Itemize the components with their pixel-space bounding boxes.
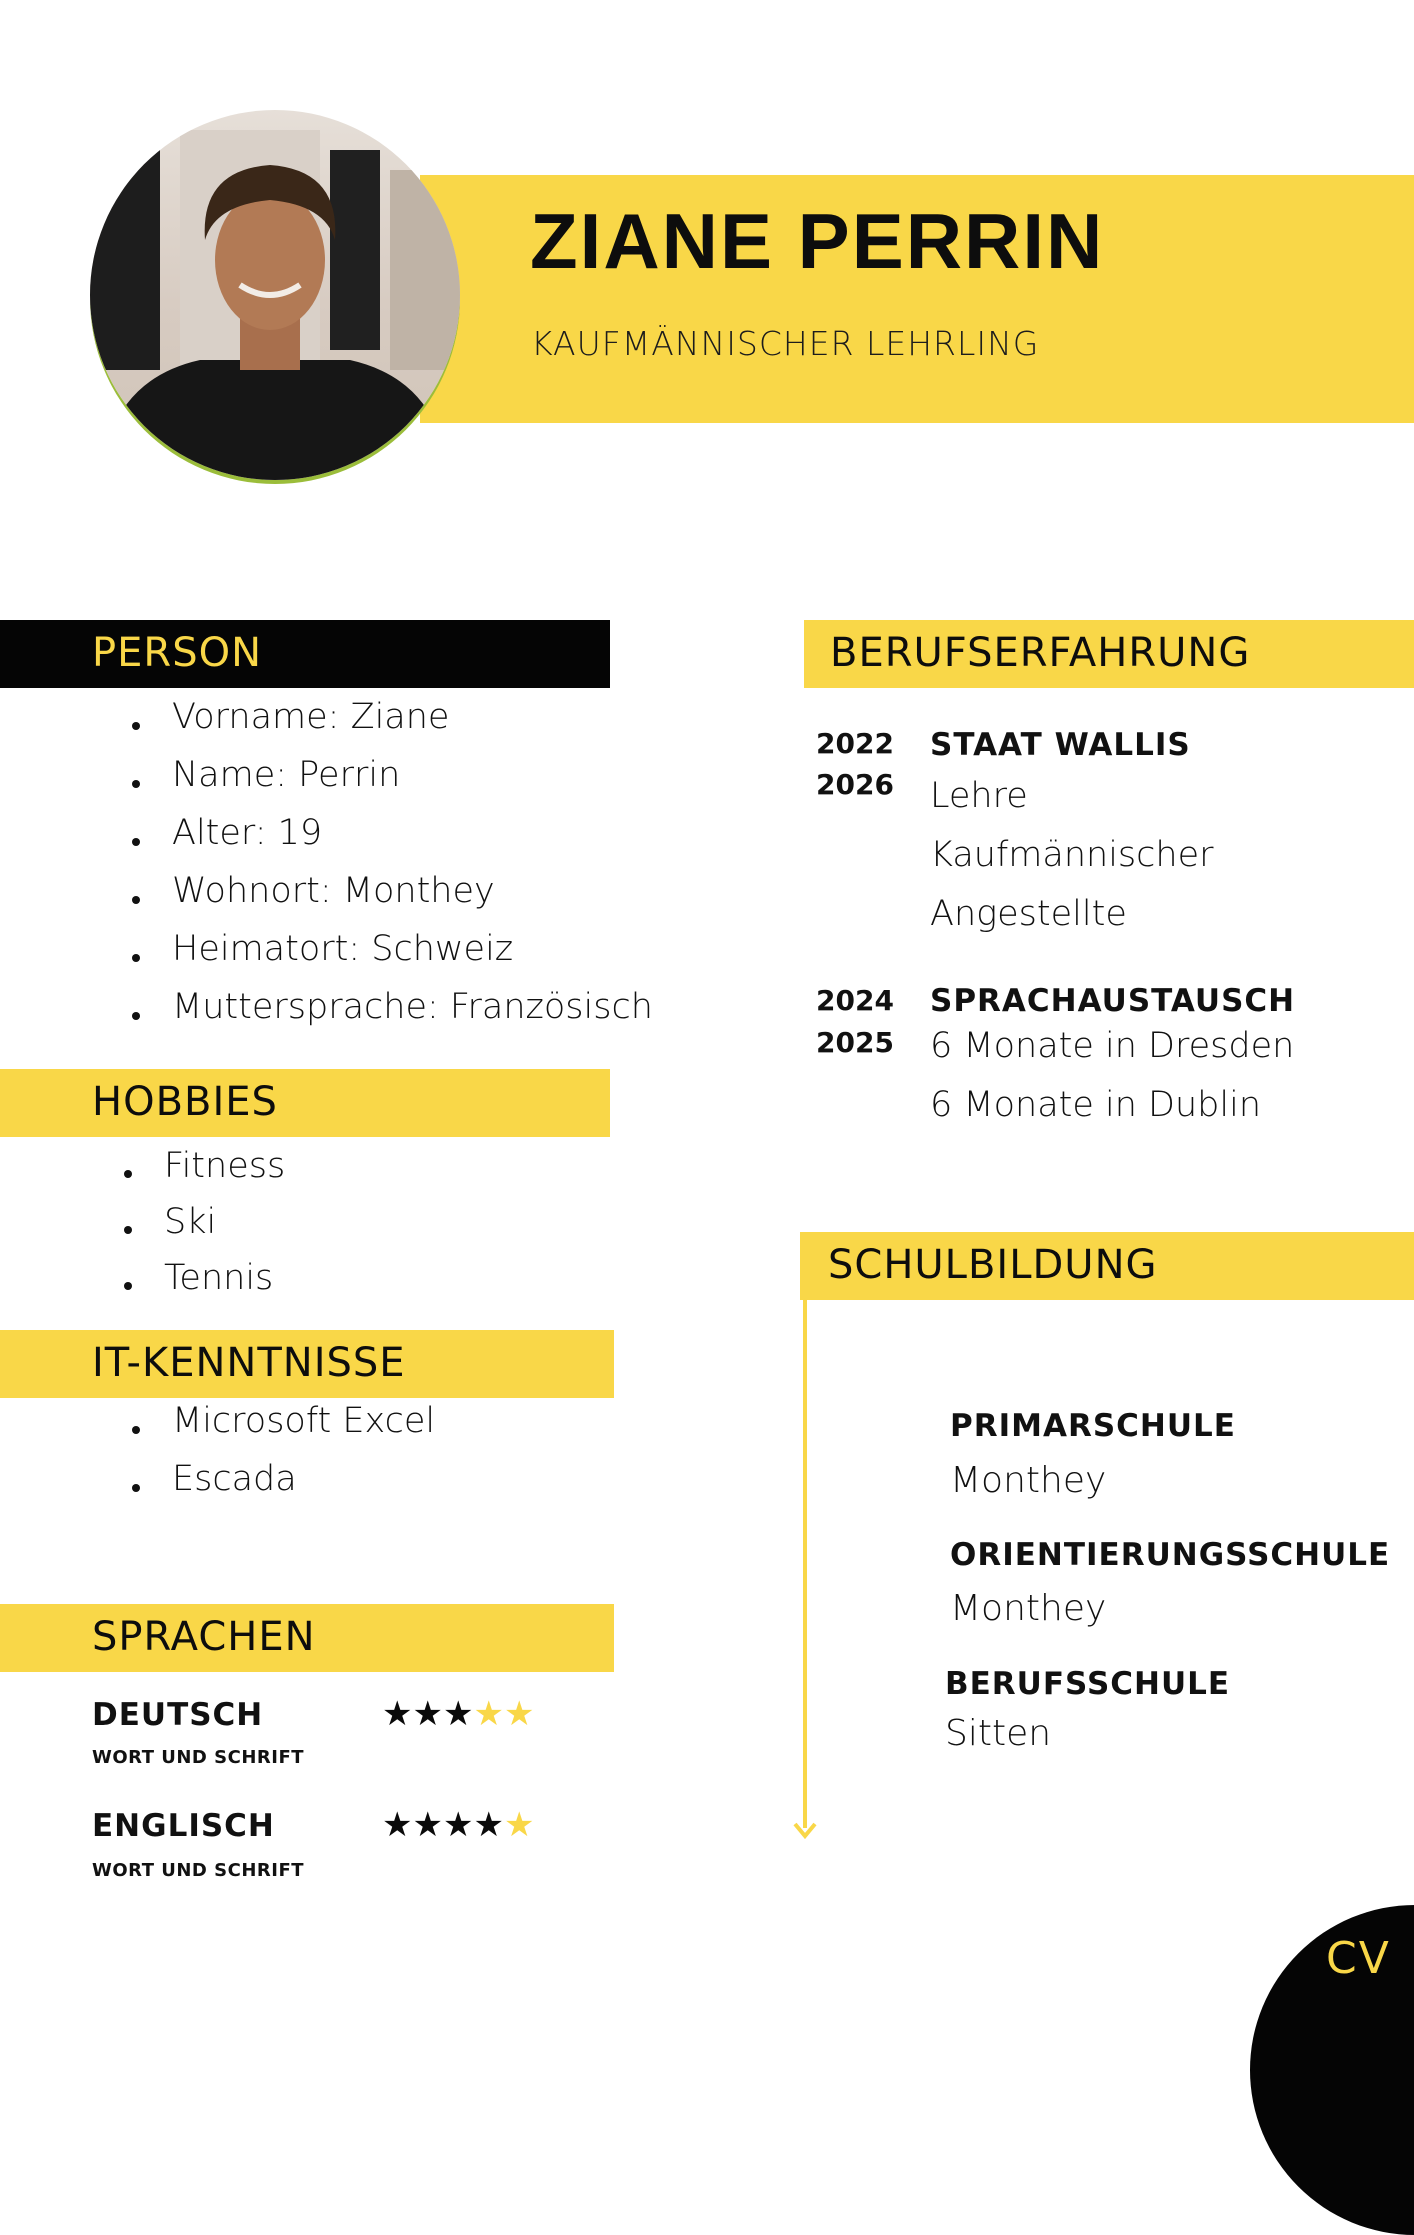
list-item: Vorname: Ziane (132, 697, 653, 755)
section-bar-it (0, 1330, 614, 1398)
section-title-hobbies: HOBBIES (92, 1079, 278, 1125)
list-item: Fitness (124, 1146, 285, 1202)
list-item: Ski (124, 1202, 285, 1258)
star-filled-icon: ★ (382, 1805, 413, 1845)
year-end: 2025 (816, 1026, 894, 1059)
it-list (132, 1401, 435, 1517)
list-item: Wohnort: Monthey (132, 871, 653, 929)
star-filled-icon: ★ (412, 1805, 443, 1845)
section-title-person: PERSON (92, 630, 262, 676)
star-empty-icon: ★ (503, 1694, 535, 1734)
section-title-education: SCHULBILDUNG (828, 1242, 1158, 1288)
language-level: WORT UND SCHRIFT (92, 1747, 305, 1768)
job-line: 6 Monate in Dresden (930, 1026, 1295, 1066)
language-name: ENGLISCH (92, 1808, 275, 1844)
cv-label: CV (1326, 1933, 1391, 1984)
section-bar-experience (804, 620, 1414, 688)
year-start: 2022 (816, 727, 894, 760)
section-bar-hobbies (0, 1069, 610, 1137)
section-bar-languages (0, 1604, 614, 1672)
year-end: 2026 (816, 768, 894, 801)
candidate-name: ZIANE PERRIN (530, 197, 1105, 285)
arrow-down-icon (793, 1820, 817, 1840)
job-line: Angestellte (930, 894, 1127, 934)
section-title-it: IT-KENNTNISSE (92, 1340, 406, 1386)
star-empty-icon: ★ (503, 1805, 535, 1845)
list-item: Tennis (124, 1258, 285, 1314)
star-empty-icon: ★ (473, 1694, 504, 1734)
timeline-line (803, 1300, 807, 1828)
star-filled-icon: ★ (473, 1805, 504, 1845)
job-title: SPRACHAUSTAUSCH (930, 983, 1296, 1019)
school-title: PRIMARSCHULE (950, 1408, 1236, 1444)
rating-stars (382, 1694, 534, 1734)
language-level: WORT UND SCHRIFT (92, 1860, 305, 1881)
language-name: DEUTSCH (92, 1697, 264, 1733)
list-item: Alter: 19 (132, 813, 653, 871)
section-title-languages: SPRACHEN (92, 1614, 316, 1660)
star-filled-icon: ★ (382, 1694, 413, 1734)
school-place: Monthey (950, 1460, 1107, 1501)
school-place: Monthey (950, 1588, 1107, 1629)
job-line: Kaufmännischer (930, 835, 1214, 875)
person-list (132, 697, 653, 1045)
job-line: 6 Monate in Dublin (930, 1085, 1262, 1125)
section-title-experience: BERUFSERFAHRUNG (830, 630, 1251, 676)
portrait-icon (90, 110, 460, 480)
list-item: Heimatort: Schweiz (132, 929, 653, 987)
year-start: 2024 (816, 984, 894, 1017)
job-title: STAAT WALLIS (930, 727, 1191, 763)
list-item: Name: Perrin (132, 755, 653, 813)
star-filled-icon: ★ (412, 1694, 443, 1734)
list-item: Escada (132, 1459, 435, 1517)
school-place: Sitten (945, 1713, 1052, 1754)
school-title: BERUFSSCHULE (945, 1666, 1231, 1702)
candidate-role: KAUFMÄNNISCHER LEHRLING (531, 324, 1040, 363)
star-filled-icon: ★ (442, 1694, 474, 1734)
hobbies-list (124, 1146, 285, 1314)
job-line: Lehre (930, 776, 1028, 816)
list-item: Muttersprache: Französisch (132, 987, 653, 1045)
list-item: Microsoft Excel (132, 1401, 435, 1459)
school-title: ORIENTIERUNGSSCHULE (950, 1537, 1391, 1573)
star-filled-icon: ★ (442, 1805, 474, 1845)
section-bar-person (0, 620, 610, 688)
profile-photo (90, 110, 460, 480)
section-bar-education (800, 1232, 1414, 1300)
rating-stars (382, 1805, 534, 1845)
